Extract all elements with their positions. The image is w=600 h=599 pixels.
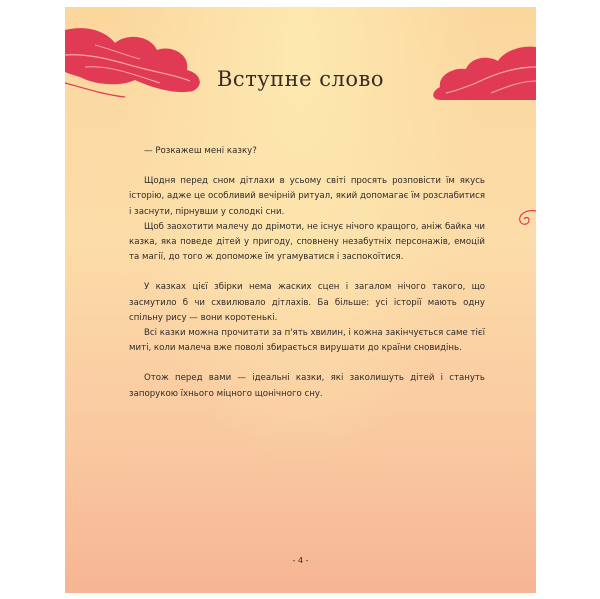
page-title: Вступне слово xyxy=(217,67,384,91)
book-page xyxy=(65,7,536,593)
paragraph: Щоб заохотити малечу до дрімоти, не існує нічого кращого, аніж байка чи казка, яка поведе дітей у пригоду, сповнену незабутніх персонажів, емоцій та магії, до того ж допоможе їм угамуватися і заспокоїтися. xyxy=(129,221,485,263)
page-number: - 4 - xyxy=(292,556,309,565)
paragraph: Щодня перед сном дітлахи в усьому світі просять розповісти їм якусь історію, адже це особливий вечірній ритуал, який допомагає їм розслабитися і заснути, пірнувши у солодкі сни. xyxy=(129,176,485,217)
body-text xyxy=(129,144,485,402)
paragraph-dialogue: — Розкажеш мені казку? xyxy=(144,146,257,156)
paragraph: Всі казки можна прочитати за п'ять хвилин, і кожна закінчується саме тієї миті, коли малеча вже поволі збирається вирушати до країни сновидінь. xyxy=(129,328,485,354)
swirl-icon xyxy=(508,207,536,229)
paragraph: Отож перед вами — ідеальні казки, які заколишуть дітей і стануть запорукою їхнього міцного щонічного сну. xyxy=(129,373,485,399)
paragraph: У казках цієї збірки нема жаских сцен і загалом нічого такого, що засмутило б чи схвилювало дітлахів. Ба більше: усі історії мають одну спільну рису — вони коротенькі. xyxy=(129,282,485,323)
